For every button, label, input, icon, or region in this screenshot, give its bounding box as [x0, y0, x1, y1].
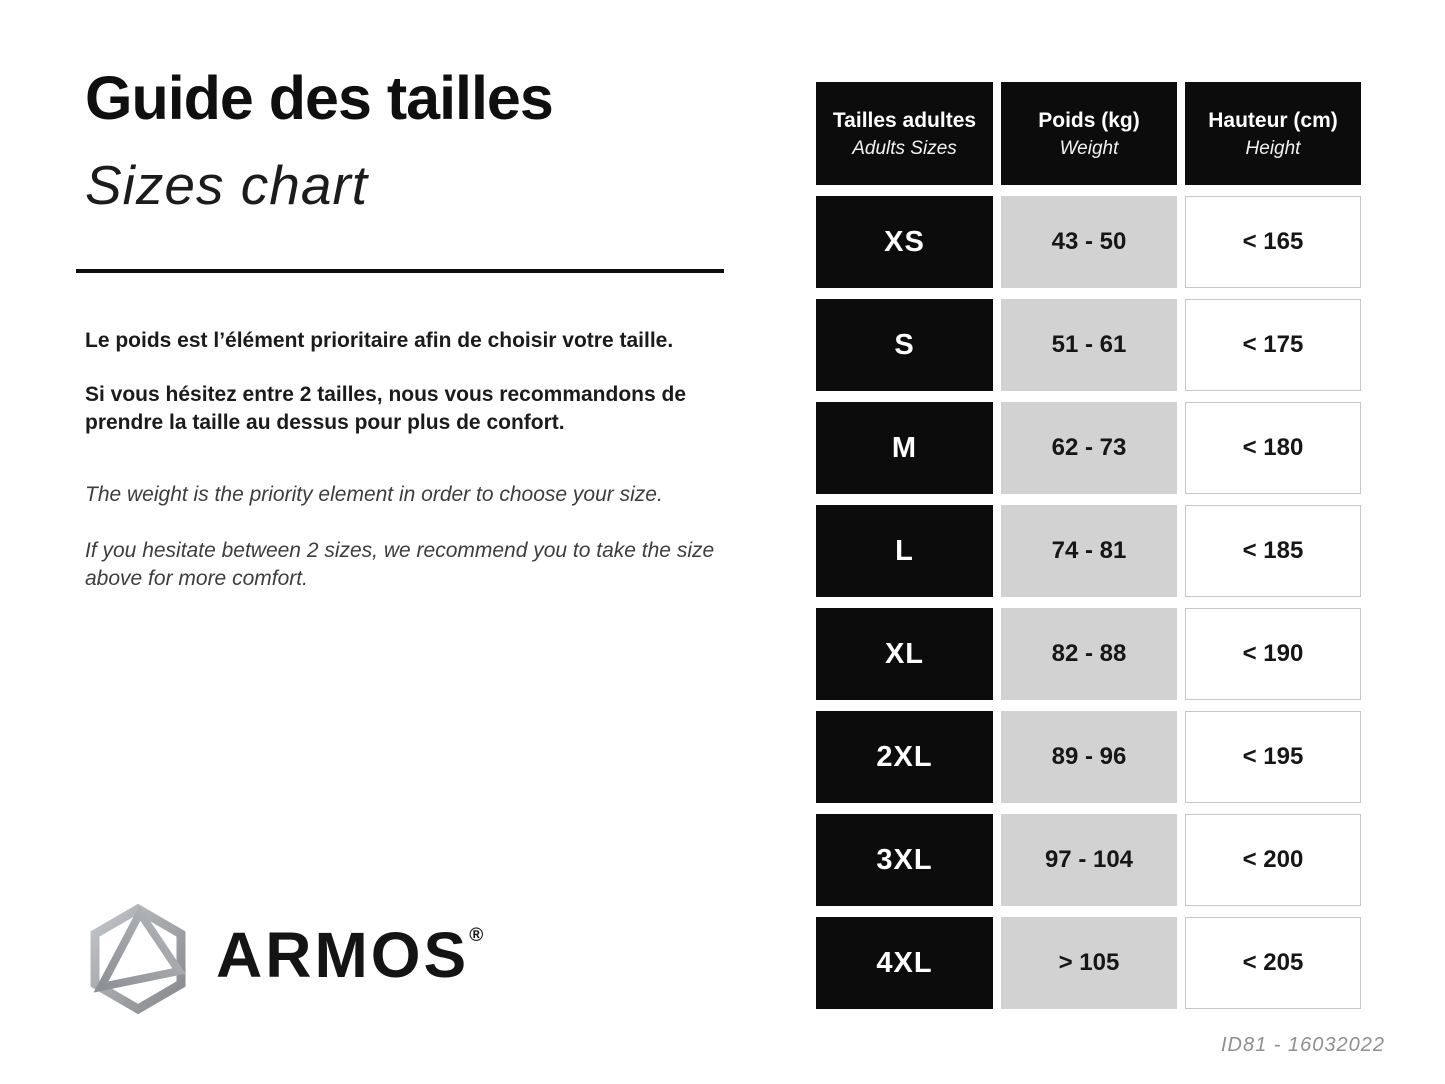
height-cell-s: < 175	[1185, 299, 1361, 391]
size-cell-xl: XL	[816, 608, 993, 700]
height-cell-3xl: < 200	[1185, 814, 1361, 906]
document-id: ID81 - 16032022	[1220, 1034, 1385, 1056]
weight-cell-4xl: > 105	[1001, 917, 1177, 1009]
table-header-weight	[1001, 82, 1177, 185]
height-cell-l: < 185	[1185, 505, 1361, 597]
header-label-fr: Tailles adultes	[832, 109, 977, 133]
size-cell-4xl: 4XL	[816, 917, 993, 1009]
weight-cell-xl: 82 - 88	[1001, 608, 1177, 700]
hexagon-triangle-logo-icon	[78, 898, 198, 1018]
weight-cell-3xl: 97 - 104	[1001, 814, 1177, 906]
size-cell-l: L	[816, 505, 993, 597]
page-title: Guide des tailles	[85, 64, 553, 132]
height-cell-xl: < 190	[1185, 608, 1361, 700]
size-cell-m: M	[816, 402, 993, 494]
weight-cell-xs: 43 - 50	[1001, 196, 1177, 288]
size-cell-s: S	[816, 299, 993, 391]
paragraph-en-hesitate: If you hesitate between 2 sizes, we recommend you to take the size above for more comfort.	[85, 539, 715, 590]
weight-cell-l: 74 - 81	[1001, 505, 1177, 597]
weight-cell-s: 51 - 61	[1001, 299, 1177, 391]
title-divider	[76, 269, 724, 273]
paragraph-en-weight: The weight is the priority element in order to choose your size.	[85, 483, 663, 506]
header-label-en: Adults Sizes	[852, 137, 957, 159]
height-cell-2xl: < 195	[1185, 711, 1361, 803]
paragraph-fr-weight: Le poids est l’élément prioritaire afin de choisir votre taille.	[85, 329, 674, 352]
header-label-fr: Poids (kg)	[1038, 109, 1140, 133]
height-cell-4xl: < 205	[1185, 917, 1361, 1009]
weight-cell-m: 62 - 73	[1001, 402, 1177, 494]
height-cell-m: < 180	[1185, 402, 1361, 494]
armos-logo	[78, 898, 483, 1018]
header-label-fr: Hauteur (cm)	[1208, 109, 1338, 133]
weight-cell-2xl: 89 - 96	[1001, 711, 1177, 803]
height-cell-xs: < 165	[1185, 196, 1361, 288]
paragraph-fr-hesitate: Si vous hésitez entre 2 tailles, nous vous recommandons de prendre la taille au dessus pour plus de confort.	[85, 383, 687, 434]
size-table	[816, 82, 1361, 1009]
size-cell-xs: XS	[816, 196, 993, 288]
header-label-en: Height	[1245, 137, 1301, 159]
page-subtitle: Sizes chart	[85, 154, 369, 216]
header-label-en: Weight	[1059, 137, 1119, 159]
brand-wordmark: ARMOS	[216, 919, 470, 991]
size-cell-3xl: 3XL	[816, 814, 993, 906]
size-cell-2xl: 2XL	[816, 711, 993, 803]
table-header-height	[1185, 82, 1361, 185]
table-header-sizes	[816, 82, 993, 185]
registered-mark: ®	[469, 925, 484, 946]
